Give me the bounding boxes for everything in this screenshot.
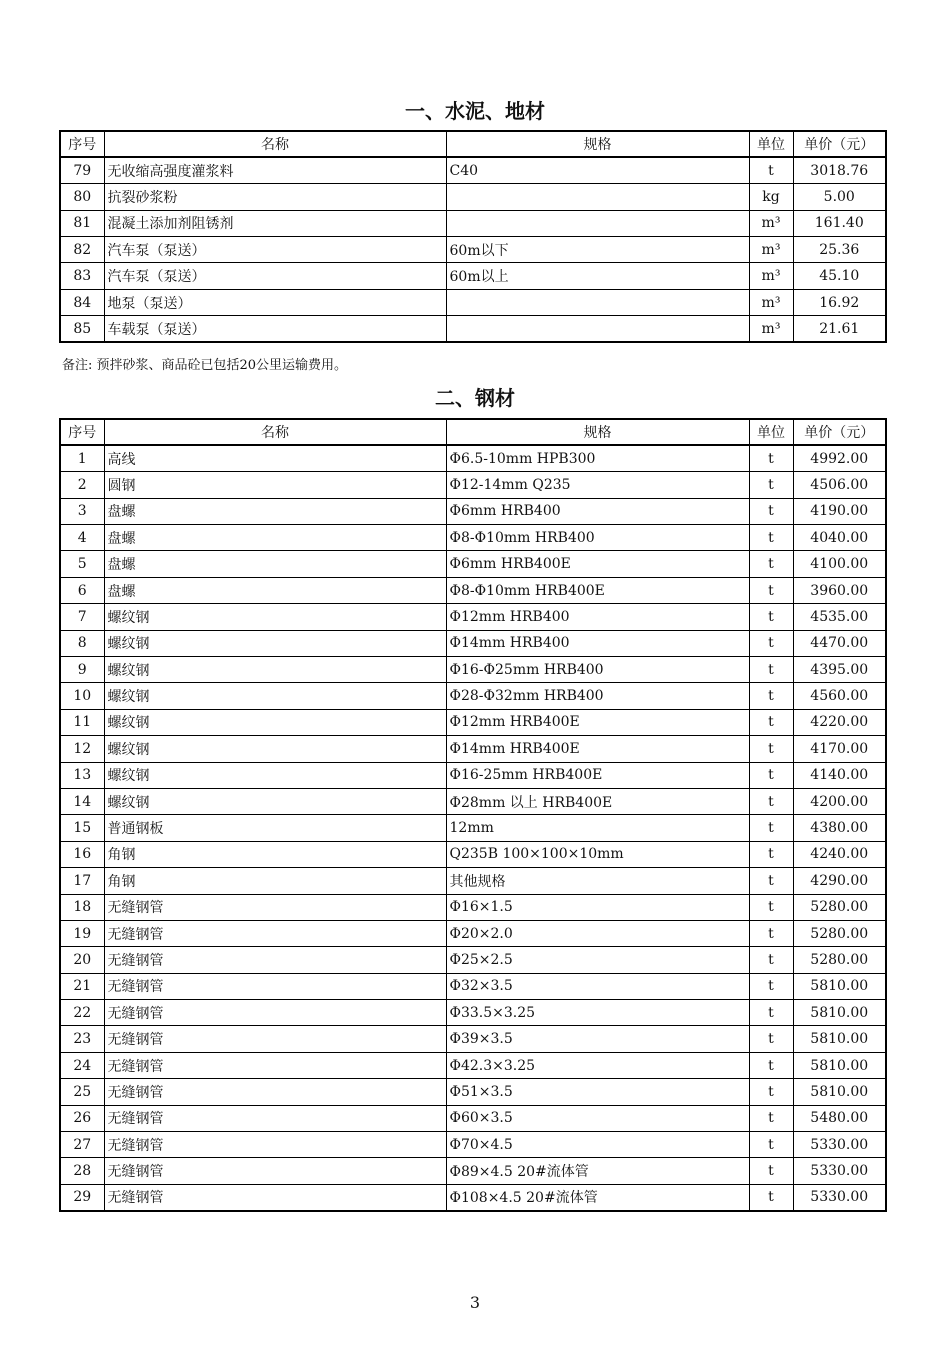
cell-spec: Φ6mm HRB400E: [446, 551, 749, 577]
cell-no: 9: [60, 657, 104, 683]
cell-price: 5810.00: [793, 1052, 886, 1078]
page-number: 3: [469, 1293, 481, 1312]
cell-name: 盘螺: [104, 525, 446, 551]
table-row: [60, 445, 886, 471]
cell-unit: t: [749, 683, 793, 709]
cell-spec: Φ32×3.5: [446, 973, 749, 999]
cell-no: 28: [60, 1158, 104, 1184]
cell-unit: t: [749, 498, 793, 524]
cell-price: 45.10: [793, 263, 886, 289]
cell-name: 无缝钢管: [104, 894, 446, 920]
header-price: 单价（元）: [793, 131, 886, 157]
header-price: 单价（元）: [793, 419, 886, 445]
cell-no: 4: [60, 525, 104, 551]
cell-price: 3018.76: [793, 157, 886, 183]
cell-spec: Φ28-Φ32mm HRB400: [446, 683, 749, 709]
cell-spec: Φ89×4.5 20#流体管: [446, 1158, 749, 1184]
cell-unit: t: [749, 709, 793, 735]
cell-unit: m³: [749, 316, 793, 342]
table-row: [60, 1184, 886, 1210]
cell-unit: t: [749, 1105, 793, 1131]
table-row: [60, 577, 886, 603]
cell-spec: Φ6.5-10mm HPB300: [446, 445, 749, 471]
cell-unit: t: [749, 736, 793, 762]
table-row: [60, 1052, 886, 1078]
cell-price: 21.61: [793, 316, 886, 342]
table-header-row: [60, 131, 886, 157]
cell-name: 混凝土添加剂阻锈剂: [104, 210, 446, 236]
cell-spec: Φ14mm HRB400E: [446, 736, 749, 762]
cell-unit: t: [749, 841, 793, 867]
cell-spec: 12mm: [446, 815, 749, 841]
cell-price: 5480.00: [793, 1105, 886, 1131]
cell-name: 螺纹钢: [104, 604, 446, 630]
cell-no: 14: [60, 788, 104, 814]
cell-no: 29: [60, 1184, 104, 1210]
cell-price: 4560.00: [793, 683, 886, 709]
cell-unit: t: [749, 577, 793, 603]
header-spec: 规格: [446, 131, 749, 157]
table-row: [60, 894, 886, 920]
cell-unit: t: [749, 630, 793, 656]
table-row: [60, 709, 886, 735]
cell-unit: t: [749, 1132, 793, 1158]
cell-name: 螺纹钢: [104, 630, 446, 656]
cell-price: 16.92: [793, 289, 886, 315]
table-row: [60, 1105, 886, 1131]
cell-no: 3: [60, 498, 104, 524]
cell-unit: t: [749, 1052, 793, 1078]
cell-no: 84: [60, 289, 104, 315]
cell-unit: t: [749, 551, 793, 577]
table-row: [60, 498, 886, 524]
cell-name: 螺纹钢: [104, 788, 446, 814]
cell-price: 4992.00: [793, 445, 886, 471]
cell-name: 螺纹钢: [104, 657, 446, 683]
cell-unit: m³: [749, 289, 793, 315]
cell-spec: [446, 316, 749, 342]
table-body-steel: [60, 445, 886, 1210]
cell-unit: t: [749, 604, 793, 630]
cell-spec: Φ28mm 以上 HRB400E: [446, 788, 749, 814]
cell-name: 无缝钢管: [104, 1052, 446, 1078]
table-row: [60, 551, 886, 577]
cell-no: 85: [60, 316, 104, 342]
cell-unit: m³: [749, 237, 793, 263]
price-table-cement: [59, 130, 887, 343]
table-row: [60, 210, 886, 236]
cell-name: 螺纹钢: [104, 709, 446, 735]
cell-spec: Φ16-25mm HRB400E: [446, 762, 749, 788]
cell-no: 10: [60, 683, 104, 709]
cell-spec: Φ8-Φ10mm HRB400: [446, 525, 749, 551]
header-name: 名称: [104, 131, 446, 157]
cell-no: 7: [60, 604, 104, 630]
table-row: [60, 736, 886, 762]
table-row: [60, 263, 886, 289]
cell-spec: Φ108×4.5 20#流体管: [446, 1184, 749, 1210]
cell-price: 161.40: [793, 210, 886, 236]
cell-spec: 60m以下: [446, 237, 749, 263]
cell-price: 5280.00: [793, 947, 886, 973]
cell-spec: Φ8-Φ10mm HRB400E: [446, 577, 749, 603]
cell-no: 18: [60, 894, 104, 920]
cell-name: 抗裂砂浆粉: [104, 184, 446, 210]
cell-unit: t: [749, 445, 793, 471]
cell-unit: t: [749, 920, 793, 946]
cell-name: 圆钢: [104, 472, 446, 498]
cell-name: 无缝钢管: [104, 1132, 446, 1158]
cell-unit: t: [749, 1000, 793, 1026]
cell-no: 8: [60, 630, 104, 656]
cell-no: 27: [60, 1132, 104, 1158]
cell-price: 4140.00: [793, 762, 886, 788]
header-unit: 单位: [749, 419, 793, 445]
table-row: [60, 762, 886, 788]
cell-unit: t: [749, 973, 793, 999]
cell-spec: Φ6mm HRB400: [446, 498, 749, 524]
cell-unit: m³: [749, 210, 793, 236]
cell-no: 17: [60, 868, 104, 894]
table-row: [60, 1158, 886, 1184]
cell-spec: 其他规格: [446, 868, 749, 894]
cell-unit: m³: [749, 263, 793, 289]
table-row: [60, 184, 886, 210]
cell-unit: t: [749, 525, 793, 551]
header-no: 序号: [60, 419, 104, 445]
table-row: [60, 630, 886, 656]
section-title-steel: 二、钢材: [435, 386, 515, 410]
table-header-row: [60, 419, 886, 445]
cell-price: 4380.00: [793, 815, 886, 841]
cell-price: 5810.00: [793, 973, 886, 999]
cell-name: 汽车泵（泵送）: [104, 263, 446, 289]
cell-no: 22: [60, 1000, 104, 1026]
cell-name: 螺纹钢: [104, 762, 446, 788]
cell-spec: Φ16×1.5: [446, 894, 749, 920]
cell-no: 2: [60, 472, 104, 498]
cell-no: 5: [60, 551, 104, 577]
table-row: [60, 472, 886, 498]
cell-no: 16: [60, 841, 104, 867]
price-table-steel: [59, 418, 887, 1212]
table-row: [60, 237, 886, 263]
cell-no: 1: [60, 445, 104, 471]
cell-name: 无缝钢管: [104, 1105, 446, 1131]
cell-no: 24: [60, 1052, 104, 1078]
table-row: [60, 841, 886, 867]
table-row: [60, 157, 886, 183]
table-row: [60, 525, 886, 551]
cell-no: 80: [60, 184, 104, 210]
cell-unit: kg: [749, 184, 793, 210]
cell-unit: t: [749, 1158, 793, 1184]
table-row: [60, 1000, 886, 1026]
cell-no: 13: [60, 762, 104, 788]
cell-price: 4240.00: [793, 841, 886, 867]
cell-price: 4290.00: [793, 868, 886, 894]
table-row: [60, 1132, 886, 1158]
table-row: [60, 316, 886, 342]
cell-spec: Q235B 100×100×10mm: [446, 841, 749, 867]
cell-no: 25: [60, 1079, 104, 1105]
cell-price: 4040.00: [793, 525, 886, 551]
cell-unit: t: [749, 815, 793, 841]
cell-spec: Φ39×3.5: [446, 1026, 749, 1052]
cell-spec: [446, 184, 749, 210]
cell-spec: 60m以上: [446, 263, 749, 289]
table-note: 备注: 预拌砂浆、商品砼已包括20公里运输费用。: [62, 358, 348, 373]
cell-spec: Φ60×3.5: [446, 1105, 749, 1131]
cell-price: 4470.00: [793, 630, 886, 656]
table-row: [60, 973, 886, 999]
cell-name: 无缝钢管: [104, 920, 446, 946]
cell-no: 26: [60, 1105, 104, 1131]
cell-name: 角钢: [104, 841, 446, 867]
cell-spec: Φ33.5×3.25: [446, 1000, 749, 1026]
cell-price: 5280.00: [793, 920, 886, 946]
table-row: [60, 289, 886, 315]
header-name: 名称: [104, 419, 446, 445]
cell-name: 盘螺: [104, 498, 446, 524]
cell-no: 79: [60, 157, 104, 183]
cell-price: 5330.00: [793, 1158, 886, 1184]
cell-price: 5810.00: [793, 1079, 886, 1105]
cell-spec: [446, 289, 749, 315]
cell-name: 无缝钢管: [104, 973, 446, 999]
cell-unit: t: [749, 657, 793, 683]
cell-spec: Φ42.3×3.25: [446, 1052, 749, 1078]
cell-name: 盘螺: [104, 577, 446, 603]
cell-price: 4535.00: [793, 604, 886, 630]
header-no: 序号: [60, 131, 104, 157]
cell-spec: Φ20×2.0: [446, 920, 749, 946]
cell-no: 21: [60, 973, 104, 999]
cell-price: 5810.00: [793, 1026, 886, 1052]
table-row: [60, 683, 886, 709]
cell-spec: C40: [446, 157, 749, 183]
cell-price: 5280.00: [793, 894, 886, 920]
cell-no: 6: [60, 577, 104, 603]
cell-name: 螺纹钢: [104, 736, 446, 762]
cell-price: 5330.00: [793, 1132, 886, 1158]
cell-name: 地泵（泵送）: [104, 289, 446, 315]
table-row: [60, 604, 886, 630]
cell-no: 23: [60, 1026, 104, 1052]
table-row: [60, 815, 886, 841]
cell-spec: [446, 210, 749, 236]
cell-name: 车载泵（泵送）: [104, 316, 446, 342]
cell-name: 无缝钢管: [104, 1026, 446, 1052]
cell-name: 螺纹钢: [104, 683, 446, 709]
cell-spec: Φ12mm HRB400E: [446, 709, 749, 735]
cell-price: 4190.00: [793, 498, 886, 524]
cell-price: 4506.00: [793, 472, 886, 498]
table-row: [60, 788, 886, 814]
cell-name: 无缝钢管: [104, 1158, 446, 1184]
cell-name: 汽车泵（泵送）: [104, 237, 446, 263]
cell-spec: Φ70×4.5: [446, 1132, 749, 1158]
cell-no: 82: [60, 237, 104, 263]
cell-no: 81: [60, 210, 104, 236]
cell-unit: t: [749, 1184, 793, 1210]
cell-name: 无缝钢管: [104, 1184, 446, 1210]
cell-unit: t: [749, 1079, 793, 1105]
cell-price: 4100.00: [793, 551, 886, 577]
cell-spec: Φ25×2.5: [446, 947, 749, 973]
table-row: [60, 1079, 886, 1105]
header-unit: 单位: [749, 131, 793, 157]
cell-no: 83: [60, 263, 104, 289]
cell-spec: Φ16-Φ25mm HRB400: [446, 657, 749, 683]
cell-unit: t: [749, 472, 793, 498]
cell-no: 15: [60, 815, 104, 841]
cell-unit: t: [749, 947, 793, 973]
table-row: [60, 868, 886, 894]
cell-unit: t: [749, 157, 793, 183]
section-title-cement: 一、水泥、地材: [405, 99, 545, 123]
cell-no: 12: [60, 736, 104, 762]
cell-name: 无收缩高强度灌浆料: [104, 157, 446, 183]
cell-spec: Φ14mm HRB400: [446, 630, 749, 656]
cell-no: 11: [60, 709, 104, 735]
cell-name: 盘螺: [104, 551, 446, 577]
cell-price: 5330.00: [793, 1184, 886, 1210]
cell-no: 19: [60, 920, 104, 946]
table-row: [60, 947, 886, 973]
cell-price: 4200.00: [793, 788, 886, 814]
cell-unit: t: [749, 762, 793, 788]
cell-price: 4170.00: [793, 736, 886, 762]
cell-price: 4395.00: [793, 657, 886, 683]
cell-unit: t: [749, 894, 793, 920]
table-row: [60, 657, 886, 683]
cell-name: 无缝钢管: [104, 1000, 446, 1026]
cell-spec: Φ12-14mm Q235: [446, 472, 749, 498]
cell-price: 3960.00: [793, 577, 886, 603]
cell-name: 高线: [104, 445, 446, 471]
header-spec: 规格: [446, 419, 749, 445]
cell-price: 5810.00: [793, 1000, 886, 1026]
cell-unit: t: [749, 1026, 793, 1052]
cell-spec: Φ12mm HRB400: [446, 604, 749, 630]
cell-name: 无缝钢管: [104, 947, 446, 973]
table-body-cement: [60, 157, 886, 342]
table-row: [60, 920, 886, 946]
cell-price: 25.36: [793, 237, 886, 263]
cell-unit: t: [749, 788, 793, 814]
cell-name: 普通钢板: [104, 815, 446, 841]
table-row: [60, 1026, 886, 1052]
cell-no: 20: [60, 947, 104, 973]
cell-price: 5.00: [793, 184, 886, 210]
cell-price: 4220.00: [793, 709, 886, 735]
cell-unit: t: [749, 868, 793, 894]
cell-name: 角钢: [104, 868, 446, 894]
cell-name: 无缝钢管: [104, 1079, 446, 1105]
cell-spec: Φ51×3.5: [446, 1079, 749, 1105]
